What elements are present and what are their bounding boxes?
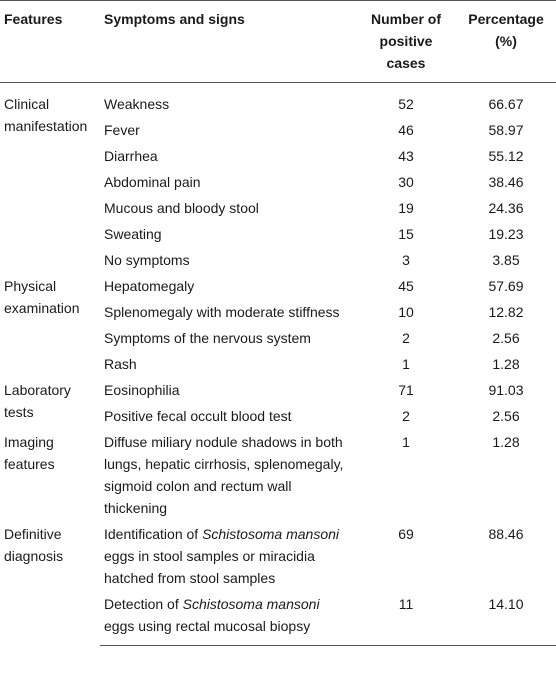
percentage-cell: 24.36 (488, 200, 524, 216)
count-cell: 1 (402, 356, 410, 372)
header-count: Number of positive cases (356, 1, 456, 83)
symptom-cell (100, 591, 356, 646)
symptom-text: eggs using rectal mucosal biopsy (104, 618, 311, 634)
percentage-cell: 38.46 (488, 174, 524, 190)
count-cell: 71 (398, 382, 414, 398)
symptom-cell: Fever (104, 122, 140, 138)
symptom-cell: No symptoms (104, 252, 190, 268)
table-row (0, 521, 556, 591)
count-cell: 2 (402, 330, 410, 346)
table-row (0, 273, 556, 299)
header-percentage: Percentage (%) (456, 1, 556, 83)
count-cell: 46 (398, 122, 414, 138)
table-row (0, 429, 556, 521)
percentage-cell: 14.10 (456, 591, 556, 646)
feature-cell: Laboratory tests (4, 382, 71, 420)
count-cell: 2 (402, 408, 410, 424)
count-cell: 19 (398, 200, 414, 216)
count-cell: 10 (398, 304, 414, 320)
percentage-cell: 2.56 (492, 408, 520, 424)
percentage-cell: 1.28 (492, 434, 520, 450)
percentage-cell: 1.28 (492, 356, 520, 372)
percentage-cell: 58.97 (488, 122, 524, 138)
percentage-cell: 19.23 (488, 226, 524, 242)
symptom-cell: Diarrhea (104, 148, 158, 164)
count-cell: 11 (356, 591, 456, 646)
symptom-cell: Diffuse miliary nodule shadows in both lungs, hepatic cirrhosis, splenomegaly, sigmoid colon and rectum wall thickening (104, 434, 344, 516)
feature-cell: Clinical manifestation (4, 96, 88, 134)
symptom-cell: Weakness (104, 96, 170, 112)
percentage-cell: 57.69 (488, 278, 524, 294)
species-name: Schistosoma mansoni (182, 596, 320, 612)
percentage-cell: 2.56 (492, 330, 520, 346)
header-symptoms: Symptoms and signs (100, 1, 356, 83)
count-cell: 1 (402, 434, 410, 450)
count-cell: 3 (402, 252, 410, 268)
symptom-cell: Rash (104, 356, 137, 372)
symptom-cell: Symptoms of the nervous system (104, 330, 311, 346)
species-name: Schistosoma mansoni (202, 526, 340, 542)
percentage-cell: 91.03 (488, 382, 524, 398)
table-row (0, 377, 556, 403)
count-cell: 45 (398, 278, 414, 294)
table-row (0, 83, 556, 118)
header-features: Features (0, 1, 100, 83)
symptom-cell: Splenomegaly with moderate stiffness (104, 304, 340, 320)
percentage-cell: 12.82 (488, 304, 524, 320)
percentage-cell: 66.67 (488, 96, 524, 112)
symptom-cell: Abdominal pain (104, 174, 201, 190)
symptom-text: Identification of (104, 526, 203, 542)
percentage-cell: 88.46 (488, 526, 524, 542)
percentage-cell: 55.12 (488, 148, 524, 164)
feature-cell: Physical examination (4, 278, 80, 316)
count-cell: 43 (398, 148, 414, 164)
feature-cell: Imaging features (4, 434, 55, 472)
symptom-cell: Hepatomegaly (104, 278, 195, 294)
header-row (0, 1, 556, 83)
feature-cell: Definitive diagnosis (4, 526, 64, 564)
symptom-cell: Eosinophilia (104, 382, 180, 398)
symptom-cell: Mucous and bloody stool (104, 200, 259, 216)
table-body (0, 83, 556, 646)
percentage-cell: 3.85 (492, 252, 520, 268)
symptom-cell: Positive fecal occult blood test (104, 408, 292, 424)
count-cell: 69 (398, 526, 414, 542)
symptom-text: eggs in stool samples or miracidia hatched from stool samples (104, 548, 315, 586)
count-cell: 30 (398, 174, 414, 190)
symptom-cell: Sweating (104, 226, 162, 242)
count-cell: 52 (398, 96, 414, 112)
count-cell: 15 (398, 226, 414, 242)
symptom-cell (100, 521, 356, 591)
symptom-text: Detection of (104, 596, 183, 612)
